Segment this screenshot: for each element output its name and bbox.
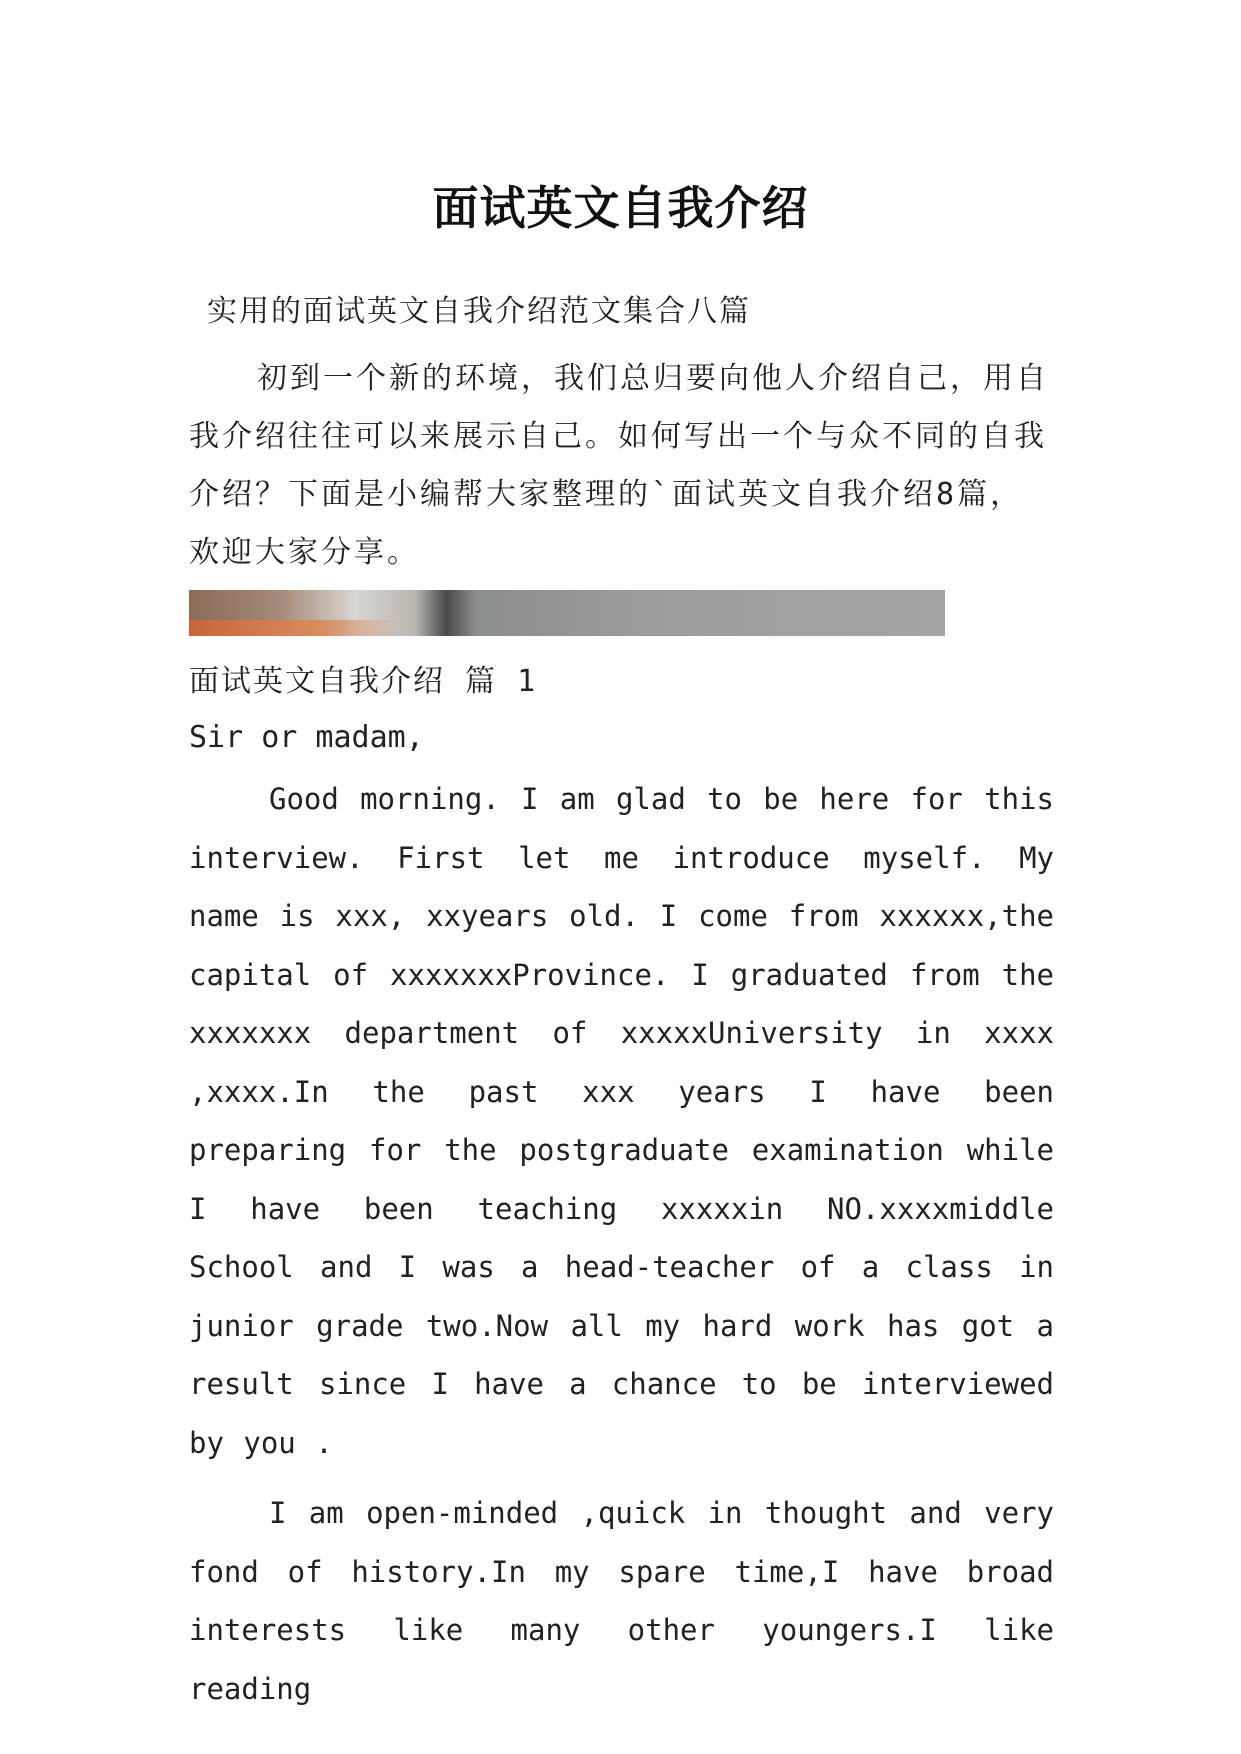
banner-image-accent bbox=[189, 620, 399, 636]
body-paragraph-2: I am open-minded ,quick in thought and very fond of history.In my spare time,I have broad interests like many other youngers.I like reading bbox=[189, 1496, 1054, 1706]
document-subtitle: 实用的面试英文自我介绍范文集合八篇 bbox=[207, 294, 751, 329]
document-title: 面试英文自我介绍 bbox=[432, 180, 809, 235]
section-heading: 面试英文自我介绍 篇 1 bbox=[189, 664, 538, 699]
document-body bbox=[189, 292, 1054, 1718]
salutation: Sir or madam, bbox=[189, 720, 424, 755]
banner-image bbox=[189, 590, 945, 636]
intro-paragraph: 初到一个新的环境，我们总归要向他人介绍自己，用自我介绍往往可以来展示自己。如何写出一个与众不同的自我介绍？下面是小编帮大家整理的`面试英文自我介绍8篇，欢迎大家分享。 bbox=[189, 361, 1049, 570]
body-paragraph-1: Good morning. I am glad to be here for this interview. First let me introduce myself. My name is xxx, xxyears old. I come from xxxxxx,the capital of xxxxxxxProvince. I graduated from the xxxxxxx department of xxxxxUniversity in xxxx ,xxxx.In the past xxx years I have been preparing for the postgraduate examination while I have been teaching xxxxxin NO.xxxxmiddle School and I was a head-teacher of a class in junior grade two.Now all my hard work has got a result since I have a chance to be interviewed by you . bbox=[189, 782, 1054, 1460]
